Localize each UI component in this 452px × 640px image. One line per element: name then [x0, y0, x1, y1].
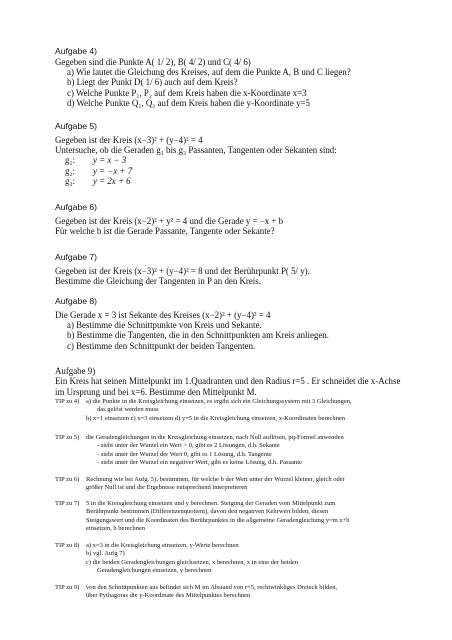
- tip-line: a) die Punkte in die Kreisgleichung einsetzen, es ergibt sich ein Gleichungssystem mit 3 Gleichungen,: [86, 398, 352, 405]
- tip-line: b) x=1 einsetzen c) x=3 einsetzen d) y=5 in die Kreisgleichung einsetzen, x-Koordinaten berechnen: [86, 414, 345, 422]
- line-g1-eq: y = x − 3: [93, 155, 127, 166]
- line-g3-eq: y = 2x + 6: [93, 176, 131, 187]
- tip-line: über Pythagoras die y-Koordinate des Mittelpunktes berechnen: [86, 592, 251, 600]
- task-7-given: Gegeben ist der Kreis (x−3)² + (y−4)² = 8 und der Berührpunkt P( 5/ y).: [55, 265, 310, 276]
- tip-4: [55, 398, 445, 423]
- line-g3-label: g₃:: [65, 176, 75, 187]
- tip-7-label: TIP zu 7): [55, 500, 80, 507]
- tip-line: Rechnung wie bei Aufg. 5); bestimmen, für welche b der Wert unter der Wurzel kleiner, gleich oder: [86, 476, 345, 483]
- task-7-title: Aufgabe 7): [55, 252, 98, 262]
- task-6-title: Aufgabe 6): [55, 202, 98, 212]
- line-g1-label: g₁:: [65, 155, 75, 166]
- tip-line: die Geradengleichungen in die Kreisgleichung einsetzen, nach Null auflösen, pq-Formel anwenden: [86, 434, 344, 441]
- line-g2-label: g₂:: [65, 165, 75, 176]
- task-9-title: Aufgabe 9): [55, 366, 96, 376]
- tip-9-label: TIP zu 9): [55, 584, 80, 591]
- tip-line: 5 in die Kreisgleichung einsetzen und y berechnen. Steigung der Geraden vom Mittelpunkt zum: [86, 500, 336, 507]
- tip-line: b) vgl. Aufg 7): [86, 550, 125, 558]
- task-4-title: Aufgabe 4): [55, 46, 98, 56]
- task-8-item: a) Bestimme die Schnittpunkte von Kreis und Sekante.: [67, 319, 262, 330]
- task-6-task: Für welche b ist die Gerade Passante, Tangente oder Sekante?: [55, 225, 275, 236]
- task-8-title: Aufgabe 8): [55, 296, 98, 306]
- tip-5-label: TIP zu 5): [55, 434, 80, 441]
- task-5-given: Gegeben ist der Kreis (x−3)² + (y−4)² = 4: [55, 134, 203, 145]
- tip-line: c) die beiden Geradengleichungen gleichsetzen, x berechnen, x in eine der beiden: [86, 558, 299, 566]
- line-g1: [55, 155, 440, 165]
- task-8-item: b) Bestimme die Tangenten, die in den Schnittpunkten am Kreis anliegen.: [67, 330, 329, 341]
- task-5-title: Aufgabe 5): [55, 121, 98, 131]
- task-7-task: Bestimme die Gleichung der Tangenten in P an den Kreis.: [55, 275, 261, 286]
- task-8: [55, 296, 440, 351]
- tip-6: [55, 476, 445, 493]
- task-4: [55, 46, 440, 109]
- tip-8: [55, 542, 445, 576]
- task-6: [55, 202, 440, 236]
- tip-6-label: TIP zu 6): [55, 476, 80, 483]
- task-5: [55, 121, 440, 187]
- tip-line: - steht unter der Wurzel der Wert 0, gibt es 1 Lösung, d.h. Tangente: [97, 450, 272, 458]
- task-8-given: Die Gerade x = 3 ist Sekante des Kreises (x−2)² + (y−4)² = 4: [55, 309, 271, 320]
- task-6-given: Gegeben ist der Kreis (x−2)² + y² = 4 und die Gerade y = −x + b: [55, 215, 284, 226]
- tip-9: [55, 584, 445, 601]
- tip-line: von den Schnittpunkten aus befindet sich M im Abstand von r=5, rechtwinkliges Dreieck bilden,: [86, 584, 338, 591]
- task-8-item: c) Bestimme den Schnittpunkt der beiden Tangenten.: [67, 340, 256, 351]
- tip-line: Geradengleichungen einsetzen, y berechnen: [97, 567, 212, 575]
- task-4-intro: Gegeben sind die Punkte A( 1/ 2), B( 4/ 2) und C( 4/ 6): [55, 56, 251, 67]
- tip-8-label: TIP zu 8): [55, 542, 80, 549]
- line-g2: [55, 166, 440, 176]
- task-4-item: a) Wie lautet die Gleichung des Kreises, auf dem die Punkte A, B und C liegen?: [67, 66, 351, 77]
- tip-4-label: TIP zu 4): [55, 398, 80, 405]
- line-g2-eq: y = −x + 7: [93, 165, 133, 176]
- task-9-line: im Ursprung und bei x=6. Bestimme den Mittelpunkt M.: [55, 386, 257, 397]
- tip-line: - steht unter der Wurzel ein negativer Wert, gibt es keine Lösung, d.h. Passante: [97, 459, 302, 467]
- tip-line: Steigungswert und die Koordinaten des Berührpunktes in die allgemeine Geradengleichung y=m x+b: [86, 516, 350, 524]
- task-5-task: Untersuche, ob die Geraden g₁ bis g₃ Passanten, Tangenten oder Sekanten sind:: [55, 144, 337, 155]
- tip-7: [55, 500, 445, 534]
- tip-line: Berührpunkt bestimmen (Differenzenquotient), davon den negativen Kehrwert bilden, diesen: [86, 508, 329, 516]
- tip-line: das gelöst werden muss: [97, 406, 159, 414]
- task-7: [55, 252, 440, 286]
- task-9-line: Ein Kreis hat seinen Mittelpunkt im 1.Quadranten und den Radius r=5 . Er schneidet die x-Achse: [55, 376, 401, 387]
- task-4-item: b) Liegt der Punkt D( 1/ 6) auch auf dem Kreis?: [67, 77, 238, 88]
- tip-line: größer Null ist und die Ergebnisse entsprechend interpretieren: [86, 484, 248, 492]
- task-9: [55, 366, 440, 397]
- tip-5: [55, 434, 445, 468]
- tip-line: einsetzen, b berechnen: [86, 525, 146, 533]
- tip-line: - steht unter der Wurzel ein Wert > 0, gibt es 2 Lösungen, d.h. Sekante: [97, 442, 280, 450]
- tip-line: a) x=3 in die Kreisgleichung einsetzen, y-Werte berechnen: [86, 542, 239, 549]
- task-4-item: d) Welche Punkte Q₁, Q₂ auf dem Kreis haben die y-Koordinate y=5: [67, 98, 310, 109]
- task-4-item: c) Welche Punkte P₁, P₂ auf dem Kreis haben die x-Koordinate x=3: [67, 87, 307, 98]
- line-g3: [55, 176, 440, 186]
